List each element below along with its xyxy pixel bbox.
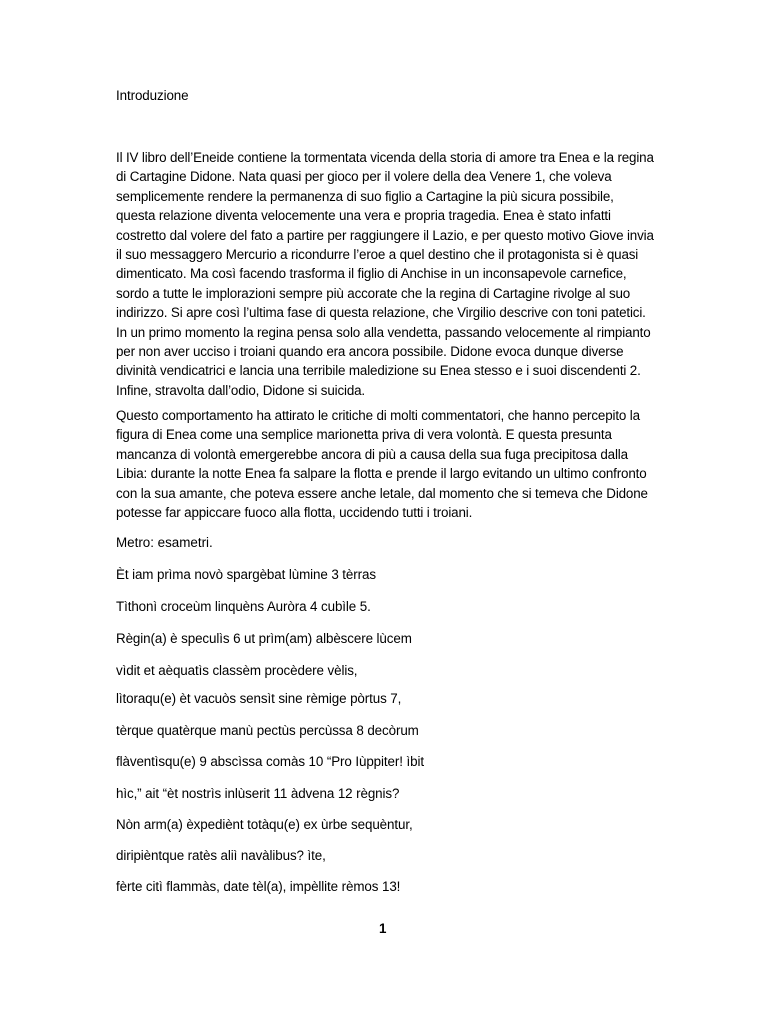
page-number: 1 — [379, 921, 387, 936]
meter-note: Metro: esametri. — [116, 535, 213, 550]
verse-line: tèrque quatèrque manù pectùs percùssa 8 decòrum — [116, 723, 419, 738]
verse-line: diripièntque ratès aliì navàlibus? ìte, — [116, 848, 326, 863]
verse-line: Nòn arm(a) èxpediènt totàqu(e) ex ùrbe sequèntur, — [116, 817, 413, 832]
verse-line: lìtoraqu(e) èt vacuòs sensìt sine rèmige pòrtus 7, — [116, 691, 402, 706]
document-page — [116, 86, 656, 894]
paragraph-introduction: Il IV libro dell’Eneide contiene la tormentata vicenda della storia di amore tra Enea e la regina di Cartagine Didone. Nata quasi per gioco per il volere della dea Venere 1, che voleva semplicemente rendere la permanenza di suo figlio a Cartagine la più sicura possibile, questa relazione diventa velocemente una vera e propria tragedia. Enea è stato infatti costretto dal volere del fato a partire per raggiungere il Lazio, e per questo motivo Giove invia il suo messaggero Mercurio a ricondurre l’eroe a quel destino che il protagonista si è quasi dimenticato. Ma così facendo trasforma il figlio di Anchise in un inconsapevole carnefice, sordo a tutte le implorazioni sempre più accorate che la regina di Cartagine rivolge al suo indirizzo. Si apre così l’ultima fase di questa relazione, che Virgilio descrive con toni patetici. In un primo momento la regina pensa solo alla vendetta, passando velocemente al rimpianto per non aver ucciso i troiani quando era ancora possibile. Didone evoca dunque diverse divinità vendicatrici e lancia una terribile maledizione su Enea stesso e i suoi discendenti 2. Infine, stravolta dall’odio, Didone si suicida. — [116, 150, 654, 398]
verse-line: flàventìsqu(e) 9 abscìssa comàs 10 “Pro Iùppiter! ìbit — [116, 754, 424, 769]
verse-line: fèrte citì flammàs, date tèl(a), impèllite rèmos 13! — [116, 879, 401, 894]
paragraph-criticism: Questo comportamento ha attirato le critiche di molti commentatori, che hanno percepito la figura di Enea come una semplice marionetta priva di vera volontà. E questa presunta mancanza di volontà emergerebbe ancora di più a causa della sua fuga precipitosa dalla Libia: durante la notte Enea fa salpare la flotta e prende il largo evitando un ultimo confronto con la sua amante, che poteva essere anche letale, dal momento che si temeva che Didone potesse far appiccare fuoco alla flotta, uccidendo tutti i troiani. — [116, 408, 648, 521]
verse-line: Èt iam prìma novò spargèbat lùmine 3 tèrras — [116, 567, 376, 582]
verse-line: vìdit et aèquatìs classèm procèdere vèlis, — [116, 663, 358, 678]
verse-line: Tìthonì croceùm linquèns Auròra 4 cubìle 5. — [116, 599, 371, 614]
verse-line: Règin(a) è speculìs 6 ut prìm(am) albèscere lùcem — [116, 631, 412, 646]
section-heading: Introduzione — [116, 88, 189, 103]
verse-line: hìc,” ait “èt nostrìs inlùserit 11 àdvena 12 règnis? — [116, 786, 400, 801]
